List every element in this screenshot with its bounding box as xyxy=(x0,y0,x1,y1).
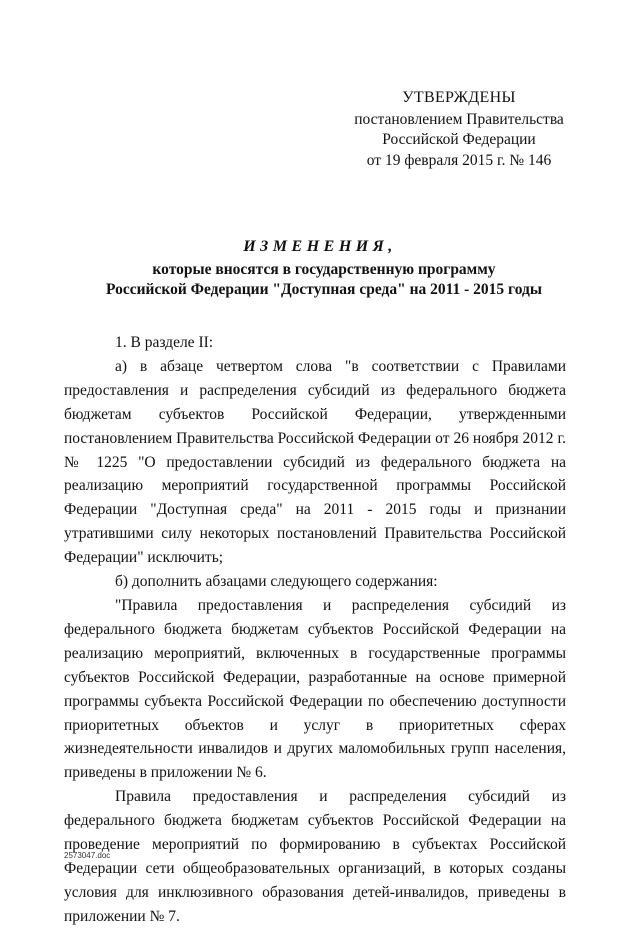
paragraph-rules-appendix-7: Правила предоставления и распределения субсидий из федерального бюджета бюджетам субъектов Российской Федерации на проведение мероприятий по формированию в субъектах Российской Федерации сети общеобразовательных организаций, в которых созданы условия для инклюзивного образования детей-инвалидов, приведены в приложении № 7. xyxy=(64,788,566,925)
file-name-footer: 2573047.doc xyxy=(64,851,111,860)
document-subtitle xyxy=(64,260,584,300)
paragraph-item-b: б) дополнить абзацами следующего содержания: xyxy=(115,573,438,591)
subtitle-line-1: которые вносятся в государственную программу xyxy=(152,261,496,278)
approval-block xyxy=(344,88,574,171)
paragraph-section-heading: 1. В разделе II: xyxy=(115,334,214,351)
approval-stamp: УТВЕРЖДЕНЫ xyxy=(402,89,516,106)
paragraph-item-a: а) в абзаце четвертом слова "в соответствии с Правилами предоставления и распределения субсидий из федерального бюджета бюджетам субъектов Российской Федерации, утвержденными постановлением Правительства Российской Федерации от 26 ноября 2012 г. № 1225 "О предоставлении субсидий из федерального бюджета на реализацию мероприятий государственной программы Российской Федерации "Доступная среда" на 2011 - 2015 годы и признании утратившими силу некоторых постановлений Правительства Российской Федерации" исключить; xyxy=(64,357,566,567)
document-body xyxy=(64,331,566,929)
subtitle-line-2: Российской Федерации "Доступная среда" на 2011 - 2015 годы xyxy=(106,281,542,298)
document-title: ИЗМЕНЕНИЯ, xyxy=(243,238,397,255)
approval-line-3: от 19 февраля 2015 г. № 146 xyxy=(366,151,552,169)
approval-line-2: Российской Федерации xyxy=(382,131,536,148)
approval-line-1: постановлением Правительства xyxy=(354,110,564,128)
paragraph-rules-appendix-6: "Правила предоставления и распределения субсидий из федерального бюджета бюджетам субъектов Российской Федерации на реализацию мероприятий, включенных в государственные программы субъектов Российской Федерации, разработанные на основе примерной программы субъекта Российской Федерации по обеспечению доступности приоритетных объектов и услуг в приоритетных сферах жизнедеятельности инвалидов и других маломобильных групп населения, приведены в приложении № 6. xyxy=(64,596,566,782)
